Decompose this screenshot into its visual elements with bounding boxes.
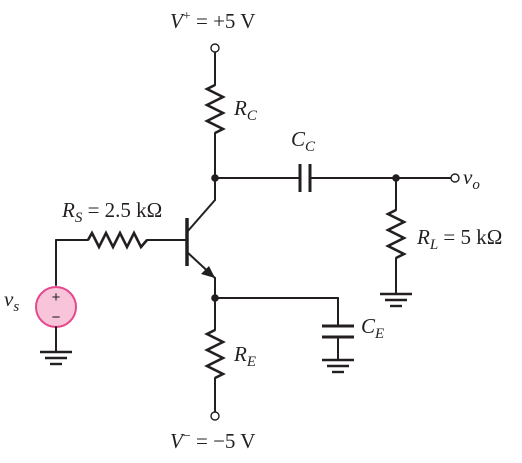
- vs-label: $v_s$: [4, 287, 20, 315]
- rl-label: $R_L = 5$ kΩ: [417, 225, 503, 253]
- re-resistor: [207, 330, 223, 378]
- vs-plus-sign: +: [51, 289, 61, 306]
- rl-resistor: [388, 210, 404, 258]
- vo-terminal: [451, 174, 459, 182]
- re-label: $R_E$: [234, 342, 256, 370]
- ce-label: $C_E$: [361, 314, 385, 342]
- vminus-label: V− = −5 V: [170, 429, 256, 453]
- cc-label: $C_C$: [291, 127, 316, 155]
- vo-label: $v_o$: [463, 165, 480, 193]
- rc-resistor: [207, 85, 223, 133]
- collector-junction-dot: [211, 174, 219, 182]
- emitter-branch: [207, 298, 354, 412]
- collector-branch: [207, 52, 300, 200]
- output-junction-dot: [392, 174, 400, 182]
- vplus-terminal: [211, 44, 219, 52]
- vs-minus-sign: −: [51, 309, 61, 326]
- vs-ground-icon: [40, 352, 72, 364]
- rs-resistor: [88, 233, 147, 247]
- npn-transistor: [187, 200, 215, 320]
- rs-label: $R_S = 2.5$ kΩ: [62, 198, 163, 226]
- rl-ground-icon: [380, 294, 412, 306]
- ce-ground-icon: [322, 360, 354, 372]
- rc-label: $R_C$: [234, 96, 257, 124]
- vplus-label: V+ = +5 V: [170, 9, 256, 33]
- emitter-junction-dot: [211, 294, 219, 302]
- vminus-terminal: [211, 412, 219, 420]
- input-branch: [36, 233, 187, 364]
